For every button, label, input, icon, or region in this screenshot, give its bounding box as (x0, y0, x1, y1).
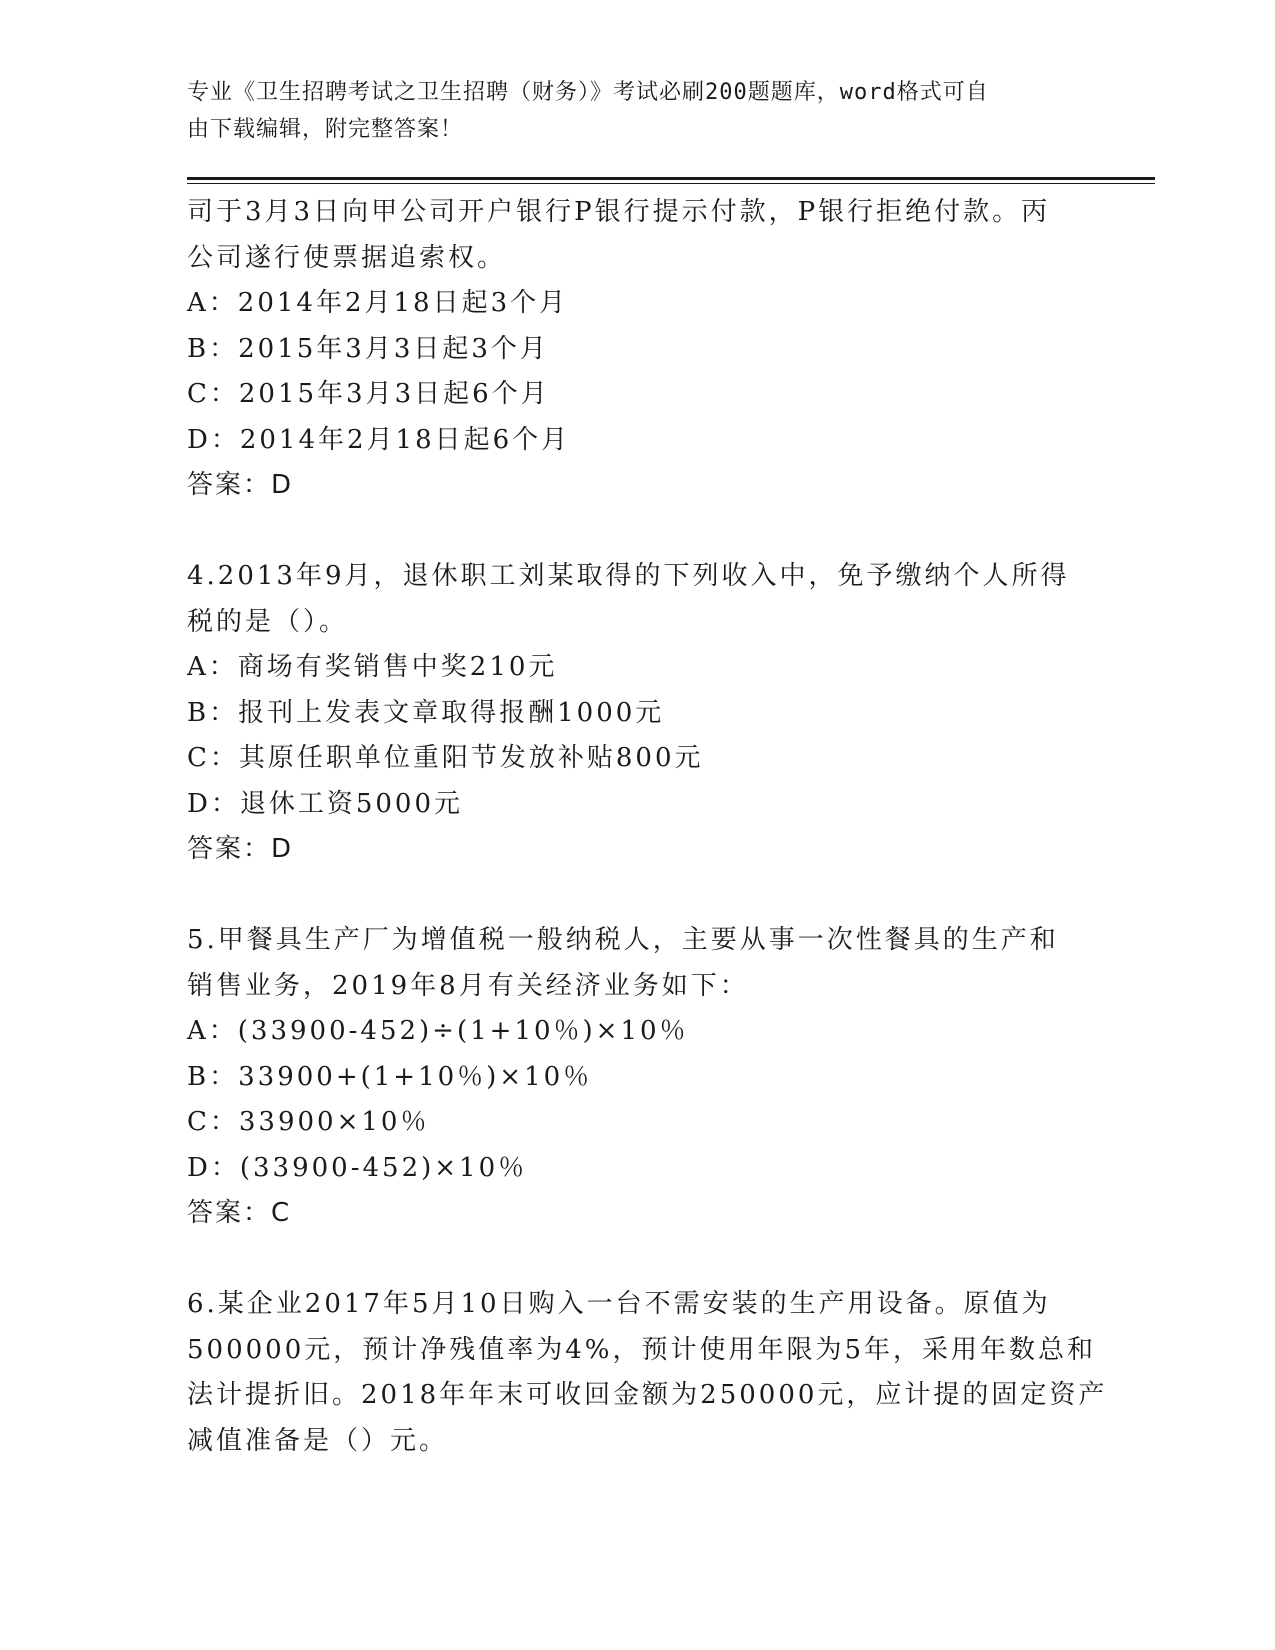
header-rule-thick (187, 177, 1155, 180)
spacer (187, 509, 1087, 555)
spacer (187, 1237, 1087, 1283)
option-c: C：其原任职单位重阳节发放补贴800元 (187, 743, 704, 773)
document-body (187, 190, 1108, 1464)
question-stem-line: 6.某企业2017年5月10日购入一台不需安装的生产用设备。原值为 (187, 1289, 1051, 1319)
question-3 (187, 190, 1087, 509)
header-line-1: 专业《卫生招聘考试之卫生招聘（财务）》考试必刷200题题库，word格式可自 (187, 80, 989, 105)
option-c: C：33900×10％ (187, 1107, 430, 1137)
header-rule-thin (187, 183, 1155, 184)
question-stem-line: 公司遂行使票据追索权。 (187, 242, 507, 273)
question-stem-line: 500000元，预计净残值率为4%，预计使用年限为5年，采用年数总和 (187, 1334, 1097, 1365)
question-stem-line: 销售业务，2019年8月有关经济业务如下： (187, 970, 749, 1001)
option-d: D：退休工资5000元 (187, 788, 464, 819)
question-stem-line: 司于3月3日向甲公司开户银行P银行提示付款，P银行拒绝付款。丙 (187, 197, 1051, 227)
question-stem-line: 4.2013年9月，退休职工刘某取得的下列收入中，免予缴纳个人所得 (187, 561, 1070, 591)
header-line-2: 由下载编辑，附完整答案！ (187, 117, 464, 142)
answer: 答案：D (187, 470, 294, 500)
answer: 答案：D (187, 834, 294, 864)
answer: 答案：C (187, 1198, 292, 1228)
document-header (187, 74, 1067, 148)
question-stem-line: 5.甲餐具生产厂为增值税一般纳税人，主要从事一次性餐具的生产和 (187, 925, 1059, 955)
option-b: B：报刊上发表文章取得报酬1000元 (187, 697, 665, 728)
option-d: D：2014年2月18日起6个月 (187, 424, 571, 455)
option-b: B：33900+(1+10％)×10％ (187, 1061, 593, 1092)
question-6 (187, 1282, 1108, 1464)
question-stem-line: 税的是（）。 (187, 606, 349, 637)
option-a: A：2014年2月18日起3个月 (187, 288, 569, 318)
spacer (187, 873, 1087, 919)
option-c: C：2015年3月3日起6个月 (187, 379, 550, 409)
option-b: B：2015年3月3日起3个月 (187, 333, 549, 364)
option-a: A：(33900-452)÷(1+10％)×10％ (187, 1016, 689, 1046)
question-stem-line: 法计提折旧。2018年年末可收回金额为250000元，应计提的固定资产 (187, 1380, 1108, 1410)
question-stem-line: 减值准备是（）元。 (187, 1425, 449, 1456)
question-5 (187, 918, 1087, 1237)
option-a: A：商场有奖销售中奖210元 (187, 652, 558, 682)
option-d: D：(33900-452)×10％ (187, 1152, 528, 1183)
question-4 (187, 554, 1087, 873)
